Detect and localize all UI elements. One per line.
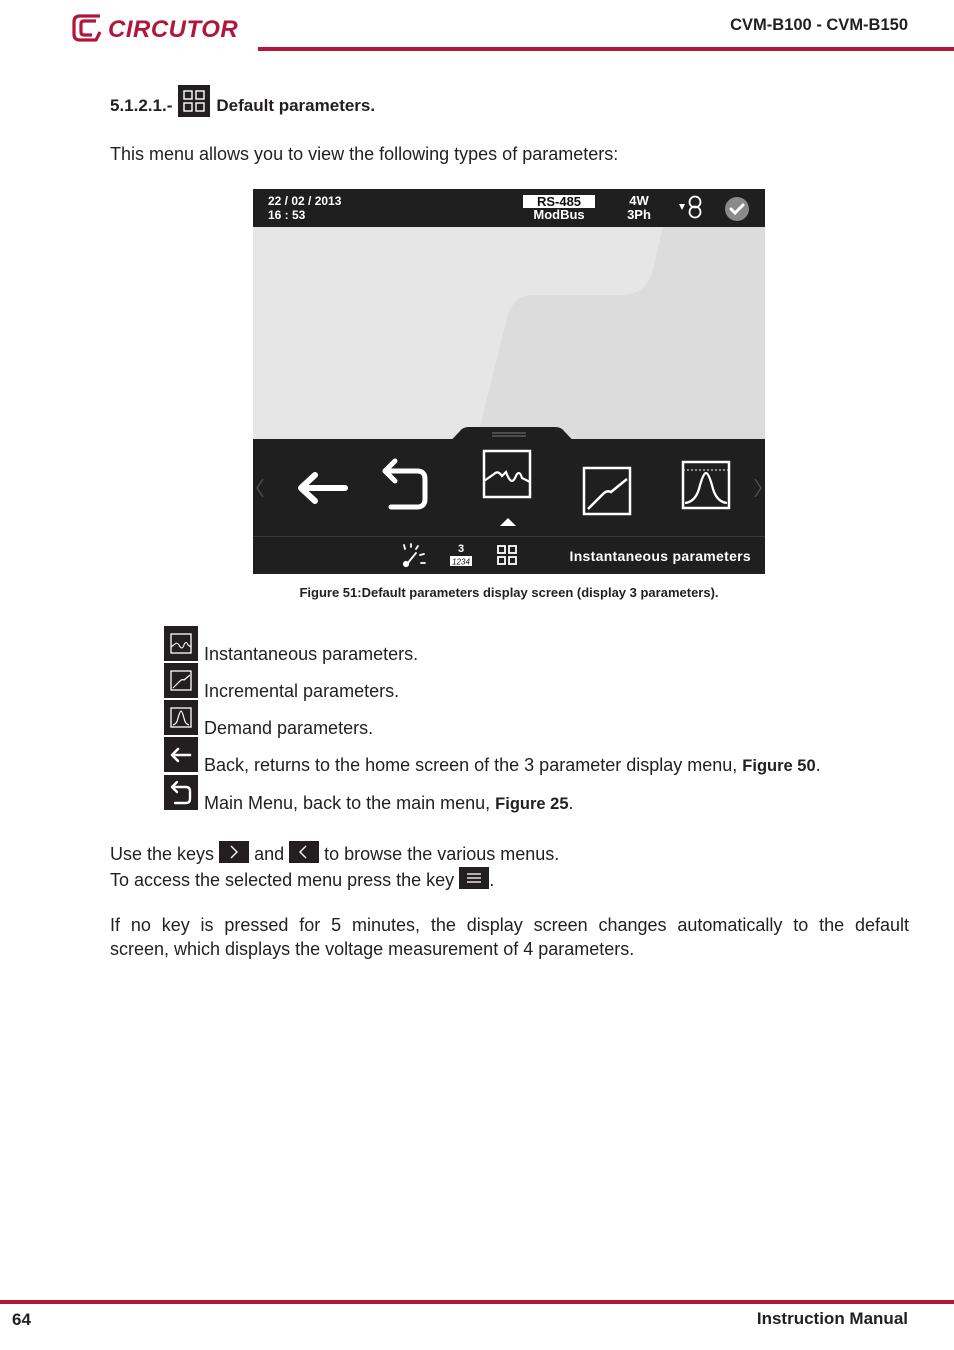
keys-paragraph-line2: To access the selected menu press the key . bbox=[110, 867, 494, 892]
device-screen bbox=[253, 189, 765, 574]
page-number: 64 bbox=[12, 1310, 31, 1329]
return-icon[interactable] bbox=[375, 455, 433, 513]
list-item-text: Back, returns to the home screen of the 3 parameter display menu, Figure 50. bbox=[204, 755, 821, 775]
instantaneous-chart-icon[interactable] bbox=[481, 448, 533, 500]
menu-divider bbox=[253, 536, 765, 537]
incremental-chart-icon[interactable] bbox=[581, 465, 633, 517]
svg-text:1234: 1234 bbox=[452, 557, 470, 567]
footer-title: Instruction Manual bbox=[756, 1309, 908, 1328]
demand-icon bbox=[164, 700, 198, 735]
header-rule bbox=[258, 47, 954, 51]
svg-text:CIRCUTOR: CIRCUTOR bbox=[108, 16, 239, 43]
menu-key-icon bbox=[459, 867, 489, 889]
list-item-text: Main Menu, back to the main menu, Figure 25. bbox=[204, 793, 574, 813]
intro-text: This menu allows you to view the following types of parameters: bbox=[110, 144, 619, 164]
check-icon bbox=[724, 196, 750, 222]
footer-rule bbox=[0, 1300, 954, 1304]
circutor-logo bbox=[70, 10, 250, 46]
return-icon bbox=[164, 775, 198, 810]
demand-chart-icon[interactable] bbox=[680, 459, 732, 511]
display-count-badge-icon bbox=[449, 542, 473, 568]
back-arrow-icon[interactable] bbox=[293, 465, 353, 511]
right-key-icon bbox=[219, 841, 249, 863]
figure-caption: Figure 51:Default parameters display screen (display 3 parameters). bbox=[299, 585, 719, 600]
timeout-paragraph-line2: screen, which displays the voltage measurement of 4 parameters. bbox=[110, 939, 635, 959]
section-number: 5.1.2.1.- bbox=[110, 96, 173, 115]
screen-time: 16 : 53 bbox=[268, 208, 306, 222]
list-item-text: Demand parameters. bbox=[204, 718, 374, 738]
section-heading bbox=[110, 83, 375, 117]
grid-icon bbox=[496, 544, 518, 566]
phase-label: 3Ph bbox=[627, 207, 651, 222]
list-item-text: Instantaneous parameters. bbox=[204, 644, 419, 664]
timeout-paragraph-line1: If no key is pressed for 5 minutes, the display screen changes automatically to the default bbox=[110, 915, 909, 935]
incremental-icon bbox=[164, 663, 198, 698]
comm-mode: ModBus bbox=[533, 207, 585, 222]
chevron-right-icon bbox=[751, 473, 765, 503]
wiring-label: 4W bbox=[629, 193, 649, 208]
svg-text:3: 3 bbox=[457, 543, 465, 555]
selected-menu-caption: Instantaneous parameters bbox=[569, 548, 751, 564]
section-title: Default parameters. bbox=[216, 96, 376, 115]
figure-reference[interactable]: Figure 25 bbox=[495, 795, 569, 813]
gauge-icon bbox=[399, 542, 429, 568]
screen-date: 22 / 02 / 2013 bbox=[268, 194, 342, 208]
grid-icon bbox=[178, 85, 210, 117]
caret-up-icon bbox=[497, 515, 519, 529]
chevron-left-icon bbox=[253, 473, 267, 503]
list-item-text: Incremental parameters. bbox=[204, 681, 400, 701]
left-key-icon bbox=[289, 841, 319, 863]
back-arrow-icon bbox=[164, 737, 198, 772]
keys-paragraph: Use the keys and to browse the various menus. bbox=[110, 841, 559, 866]
instantaneous-icon bbox=[164, 626, 198, 661]
status-bar bbox=[253, 189, 765, 227]
document-title: CVM-B100 - CVM-B150 bbox=[730, 16, 908, 34]
figure-reference[interactable]: Figure 50 bbox=[742, 757, 816, 775]
current-transformer-icon bbox=[677, 195, 705, 221]
comm-protocol: RS-485 bbox=[523, 195, 595, 208]
